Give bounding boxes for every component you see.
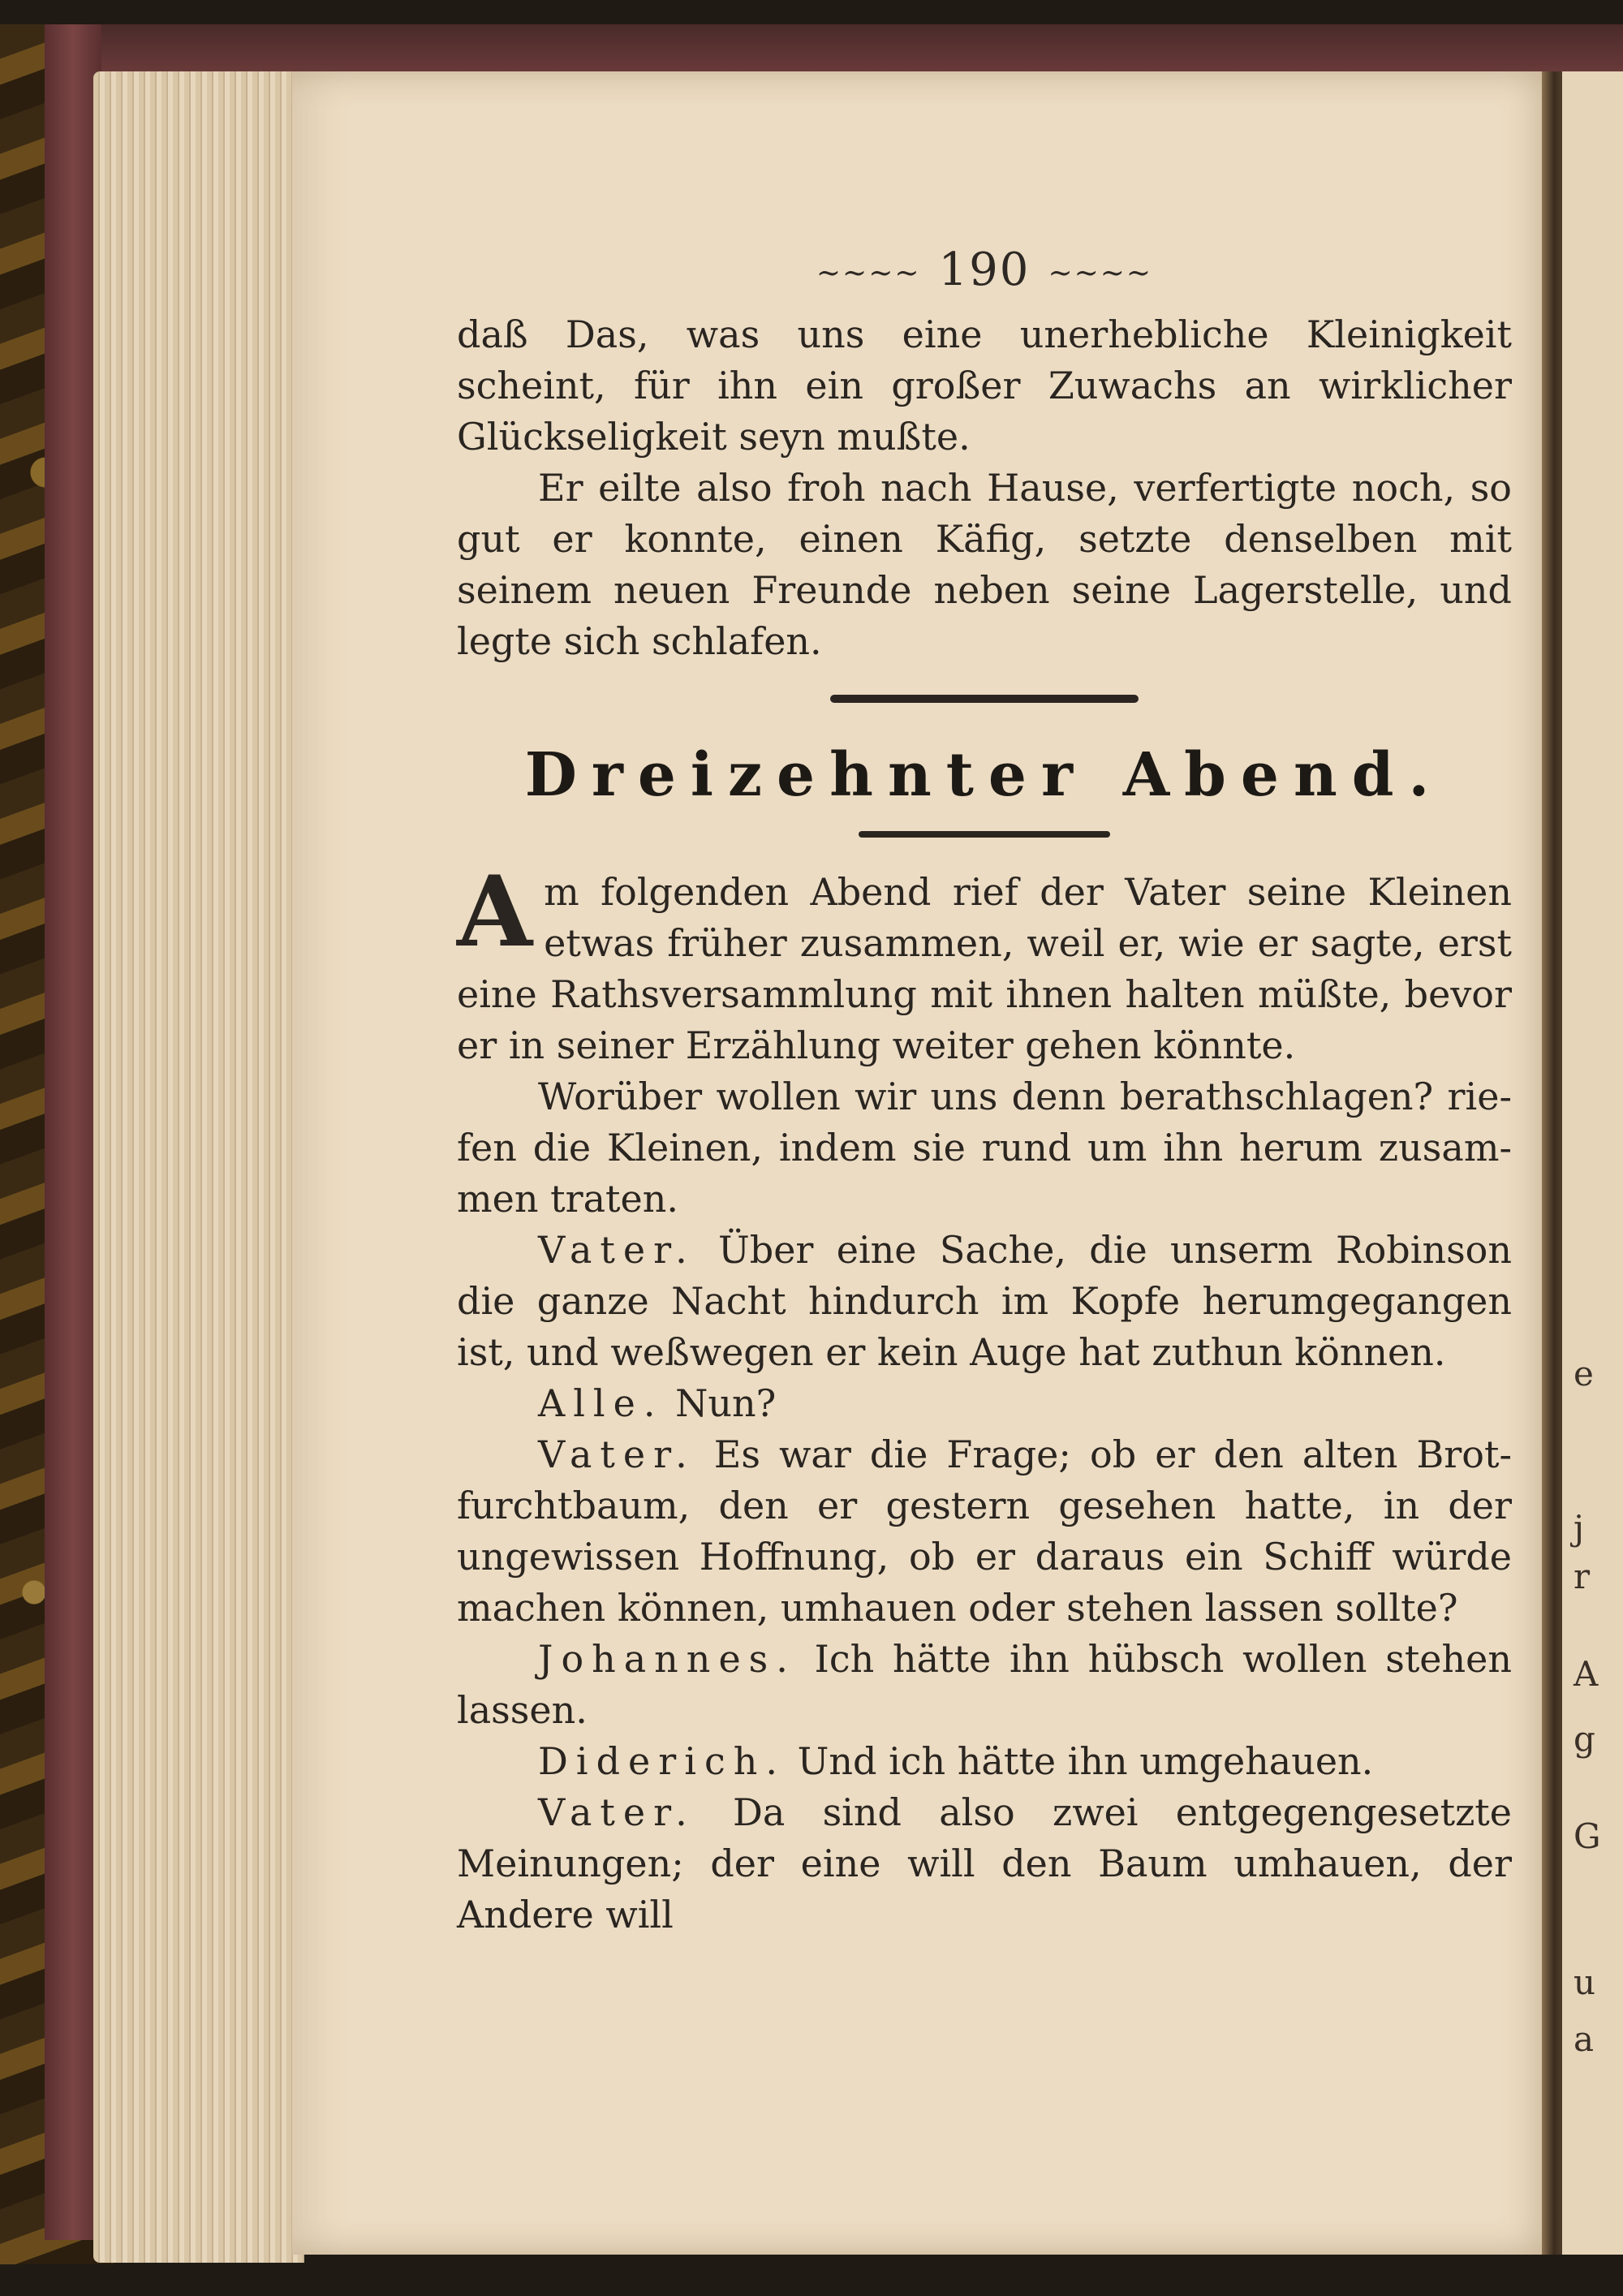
chapter-divider [859,831,1110,838]
page-number: 190 [938,243,1031,296]
page-edges [93,71,304,2263]
section-divider [830,695,1139,703]
dialogue-line [457,1225,1512,1378]
edge-letter: r [1573,1557,1591,1596]
dialogue-line [457,1378,1512,1429]
paragraph: Er eilte also froh nach Hause, verfertigte noch, so gut er konnte, einen Käfig, setzte denselben mit seinem neuen Freunde neben seine Lagerstelle, und legte sich schlafen. [457,466,1512,663]
speaker: Diderich. [538,1739,786,1783]
dialogue-line [457,1634,1512,1736]
speaker: Vater. [538,1432,695,1476]
dialogue-text: Da sind also zwei entgegengesetzte Meinungen; der eine will den Baum umhauen, der Andere will [457,1790,1513,1936]
dialogue-line [457,1787,1512,1941]
paragraph: daß Das, was uns eine unerhebliche Kleinigkeit scheint, für ihn ein großer Zuwachs an wirklicher Glückseligkeit seyn mußte. [457,312,1512,459]
edge-letter: e [1573,1354,1594,1394]
dialogue-text: Ich hätte ihn hübsch wollen stehen lassen. [457,1637,1513,1732]
edge-letter: g [1573,1719,1595,1759]
speaker: Johannes. [538,1637,796,1681]
header-ornament-right: ~~~~ [1048,256,1153,290]
book-binding-top [45,24,1623,73]
running-head [457,243,1512,296]
dialogue-text: Über eine Sache, die unserm Robinson die ganze Nacht hindurch im Kopfe herumgegangen ist, und weßwegen er kein Auge hat zuthun können. [457,1228,1512,1374]
speaker: Alle. [538,1381,664,1425]
next-page-edge [1562,71,1623,2255]
page-text [457,243,1512,1941]
header-ornament-left: ~~~~ [816,256,921,290]
chapter-title: Dreizehnter Abend. [524,740,1444,810]
dialogue-line [457,1736,1512,1787]
edge-letter: a [1573,2019,1595,2059]
speaker: Vater. [538,1228,695,1272]
edge-letter: j [1573,1508,1585,1548]
edge-letter: G [1573,1816,1601,1856]
edge-letter: A [1573,1654,1599,1694]
dialogue-text: Und ich hätte ihn umgehauen. [797,1739,1374,1783]
speaker: Vater. [538,1790,695,1834]
paragraph: Worüber wollen wir uns denn berathschlagen? riefen die Kleinen, indem sie rund um ihn herum zusammen traten. [457,1075,1512,1221]
drop-cap: A [457,855,533,969]
dialogue-line [457,1429,1512,1634]
opening-text: m folgenden Abend rief der Vater seine Kleinen etwas früher zusammen, weil er, wie er sagte, erst eine Rathsversammlung mit ihnen halten müßte, bevor er in seiner Erzählung weiter gehen könnte. [457,870,1512,1067]
dialogue-text: Nun? [675,1381,777,1425]
dialogue-text: Es war die Frage; ob er den alten Brotfurchtbaum, den er gestern gesehen hatte, in der ungewissen Hoffnung, ob er daraus ein Schiff würde machen können, umhauen oder stehen lassen sollte? [457,1432,1512,1630]
edge-letter: u [1573,1962,1596,2002]
opening-paragraph [457,855,1512,1071]
